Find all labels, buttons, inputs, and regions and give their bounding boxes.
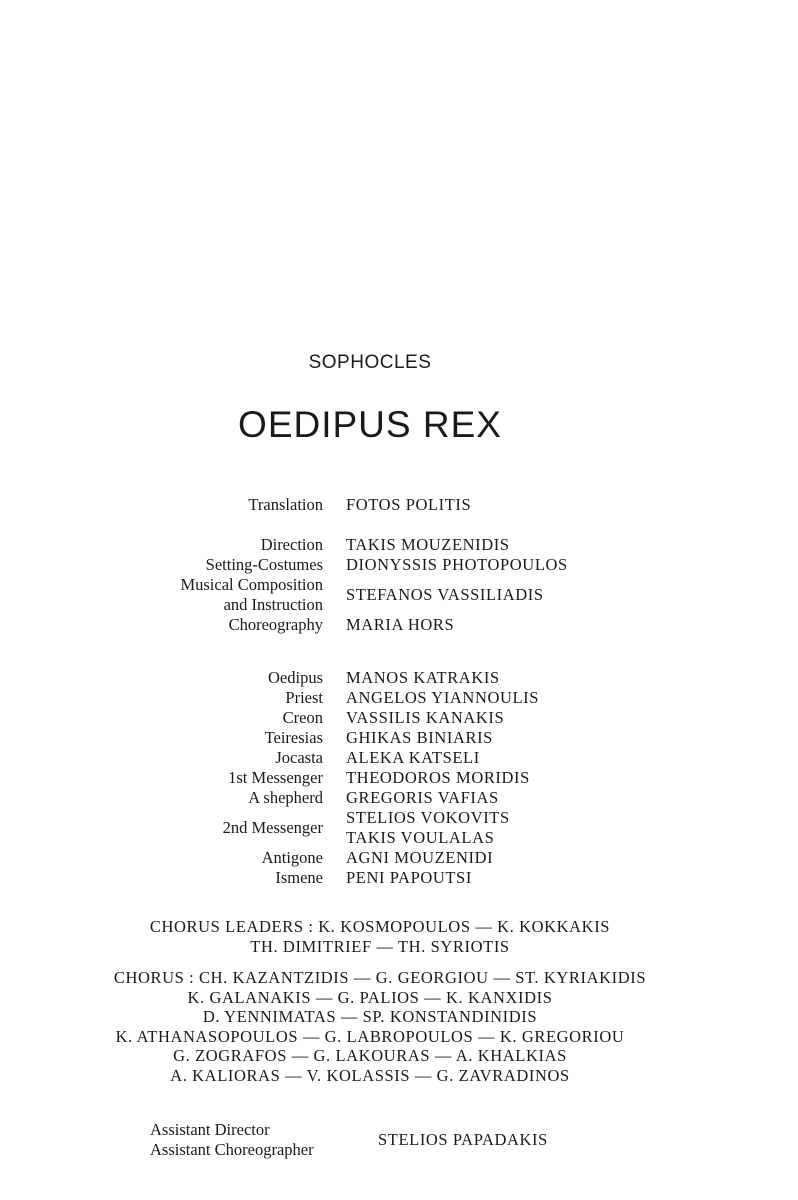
cast-name-line: TAKIS VOULALAS [346,828,495,847]
cast-name: PENI PAPOUTSI [346,868,472,887]
assistant-roles [150,1120,314,1160]
cast-row [0,728,798,748]
cast-name: GHIKAS BINIARIS [346,728,493,747]
credit-row [0,535,798,555]
cast-row [0,688,798,708]
cast-row [0,668,798,688]
chorus-line: A. KALIORAS — V. KOLASSIS — G. ZAVRADINOS [170,1065,570,1085]
author-heading: SOPHOCLES [308,352,432,373]
chorus-members [0,968,740,1085]
credit-name: DIONYSSIS PHOTOPOULOS [346,555,568,574]
chorus-leaders-line: CHORUS LEADERS : K. KOSMOPOULOS — K. KOKKAKIS [149,917,611,936]
translation-credit [0,495,798,515]
credit-name: MARIA HORS [346,615,455,634]
credit-role: Setting-Costumes [205,555,323,574]
cast-row [0,748,798,768]
chorus-line: K. GALANAKIS — G. PALIOS — K. KANXIDIS [187,987,553,1007]
cast-role: Oedipus [268,668,323,687]
staff-credits [0,535,798,635]
cast-row [0,788,798,808]
play-title: OEDIPUS REX [238,404,502,445]
credit-role [180,575,323,615]
credit-role: Direction [260,535,323,554]
cast-row [0,708,798,728]
assistant-name: STELIOS PAPADAKIS [378,1130,548,1149]
cast-name-line: STELIOS VOKOVITS [346,808,510,827]
cast-role: Ismene [275,868,323,887]
cast-role: Priest [285,688,323,707]
cast-name: VASSILIS KANAKIS [346,708,505,727]
cast-role: Teiresias [264,728,323,747]
cast-name [346,808,510,848]
credit-row [0,575,798,615]
credit-name: TAKIS MOUZENIDIS [346,535,510,554]
cast-name: AGNI MOUZENIDI [346,848,494,867]
credit-name: STEFANOS VASSILIADIS [346,585,544,604]
cast-name: ANGELOS YIANNOULIS [346,688,540,707]
cast-role: Creon [282,708,323,727]
cast-role: Jocasta [275,748,323,767]
chorus-line: D. YENNIMATAS — SP. KONSTANDINIDIS [202,1007,538,1026]
credit-row [0,615,798,635]
credit-role-line: and Instruction [223,595,323,614]
chorus-line: CHORUS : CH. KAZANTZIDIS — G. GEORGIOU — ST. KYRIAKIDIS [113,968,647,987]
chorus-line: K. ATHANASOPOULOS — G. LABROPOULOS — K. GREGORIOU [115,1026,625,1046]
cast-role: 2nd Messenger [222,818,323,837]
assistant-role: Assistant Choreographer [150,1140,314,1159]
credit-role-line: Musical Composition [180,575,323,594]
cast-row [0,808,798,848]
assistant-role: Assistant Director [150,1120,270,1139]
cast-role: A shepherd [248,788,323,807]
chorus-leaders [0,917,760,956]
cast-role: 1st Messenger [228,768,323,787]
credit-role: Choreography [228,615,323,634]
cast-role: Antigone [261,848,323,867]
credit-role: Translation [248,495,323,514]
credit-name: FOTOS POLITIS [346,495,472,514]
credit-row [0,495,798,515]
chorus-line: G. ZOGRAFOS — G. LAKOURAS — A. KHALKIAS [173,1046,567,1065]
cast-list [0,668,798,888]
chorus-leaders-line: TH. DIMITRIEF — TH. SYRIOTIS [250,936,510,956]
cast-name: THEODOROS MORIDIS [346,768,530,787]
cast-name: ALEKA KATSELI [346,748,480,767]
cast-row [0,768,798,788]
cast-name: GREGORIS VAFIAS [346,788,499,807]
cast-name: MANOS KATRAKIS [346,668,500,687]
credit-row [0,555,798,575]
cast-row [0,848,798,868]
cast-row [0,868,798,888]
